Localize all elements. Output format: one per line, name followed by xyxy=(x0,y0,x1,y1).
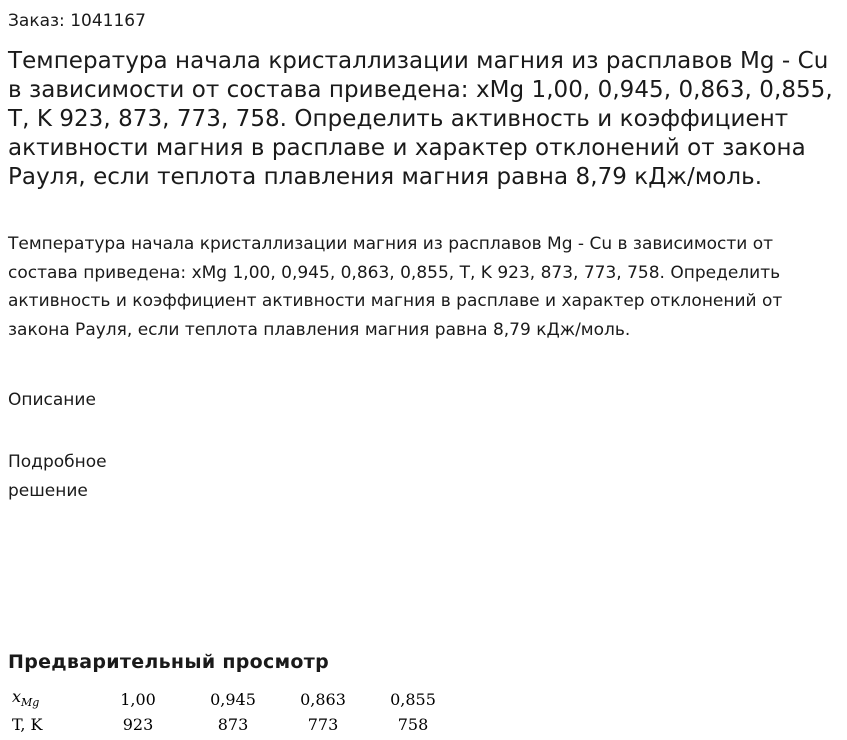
table-cell: 0,945 xyxy=(210,690,256,709)
description-label: Описание xyxy=(8,390,96,410)
detailed-solution-label: Подробное решение xyxy=(8,452,107,501)
page-title: Температура начала кристаллизации магния из расплавов Mg - Cu в зависимости от состава приведена: xMg 1,00, 0,945, 0,863, 0,855, T, K 923, 873, 773, 758. Определить активность и коэффициент активности магния в расплаве и характер отклонений от закона Рауля, если теплота плавления магния равна 8,79 кДж/моль. xyxy=(8,48,833,190)
table-row xyxy=(12,714,458,736)
order-line xyxy=(8,10,146,32)
description-text: Температура начала кристаллизации магния из расплавов Mg - Cu в зависимости от состава приведена: xMg 1,00, 0,945, 0,863, 0,855, T, K 923, 873, 773, 758. Определить активность и коэффициент активности магния в расплаве и характер отклонений от закона Рауля, если теплота плавления магния равна 8,79 кДж/моль. xyxy=(8,234,783,340)
order-label: Заказ: xyxy=(8,11,65,31)
table-row xyxy=(12,686,458,714)
table-cell: 0,863 xyxy=(300,690,346,709)
row-symbol: T, K xyxy=(12,715,43,734)
symbol-x: x xyxy=(12,687,22,706)
order-number: 1041167 xyxy=(70,11,146,31)
table-cell: 0,855 xyxy=(390,690,436,709)
preview-table xyxy=(12,686,458,736)
table-cell: 1,00 xyxy=(120,690,156,709)
preview-title: Предварительный просмотр xyxy=(8,651,329,673)
table-cell: 773 xyxy=(307,715,339,734)
table-cell: 758 xyxy=(397,715,429,734)
table-cell: 873 xyxy=(217,715,249,734)
row-symbol xyxy=(12,686,88,714)
symbol-subscript: Mg xyxy=(21,696,40,709)
table-cell: 923 xyxy=(122,715,154,734)
